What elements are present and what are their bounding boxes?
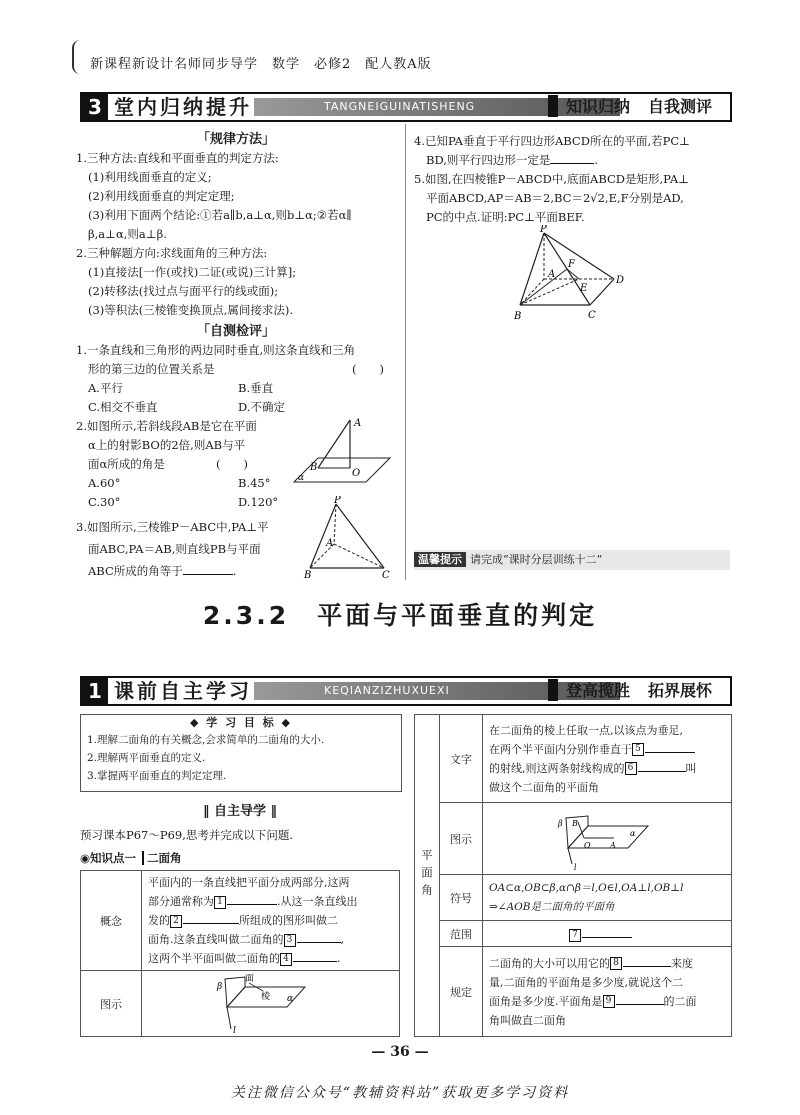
section-tag-2: 拓界展怀 (648, 681, 713, 700)
question-2-answer-paren: ( ) (216, 457, 248, 471)
tag-marker (548, 95, 558, 117)
answer-blank[interactable] (616, 992, 664, 1005)
section-title: 课前自主学习 (114, 679, 252, 703)
question-2-line1: 2.如图所示,若斜线段AB是它在平面 (76, 419, 257, 433)
page-header: 新课程新设计名师同步导学 数学 必修2 配人教A版 (90, 57, 432, 72)
kp-title: 二面角 (142, 851, 182, 865)
rule-line: 二面角的大小可以用它的 8 来度 (489, 954, 725, 973)
preview-instruction: 预习课本P67～P69,思考并完成以下问题. (80, 828, 294, 842)
label-F: F (568, 259, 575, 270)
kp-marker: ◉知识点一 (80, 851, 137, 865)
label-A: A (610, 840, 616, 850)
answer-blank[interactable] (183, 562, 233, 575)
question-2-line2: α上的射影BO的2倍,则AB与平 (88, 438, 246, 452)
label-C: C (588, 310, 596, 321)
figure-q5 (512, 225, 632, 321)
question-3-line3: ABC所成的角等于 . (88, 564, 237, 578)
label-A: A (326, 538, 334, 549)
footer-note: 关注微信公众号“教辅资料站”获取更多学习资料 (230, 1085, 570, 1101)
hint-bar (414, 550, 730, 570)
text-label: 文字 (440, 715, 483, 803)
section-bar-1 (80, 676, 732, 706)
answer-blank[interactable] (227, 892, 277, 905)
blank-number: 1 (214, 896, 226, 909)
method-2b: (2)转移法(找过点与面平行的线或面); (88, 284, 279, 298)
label-alpha: α (630, 828, 636, 838)
option-B[interactable]: B.垂直 (238, 381, 274, 395)
text-line: 做这个二面角的平面角 (489, 780, 599, 794)
label-B: B (514, 311, 522, 321)
rule-label: 规定 (440, 947, 483, 1037)
answer-blank[interactable] (293, 949, 337, 962)
half-plane-beta (225, 977, 245, 1007)
answer-blank[interactable] (183, 911, 239, 924)
plane-alpha (294, 458, 390, 482)
edge-CD (590, 279, 614, 305)
header-bracket (72, 40, 82, 74)
blank-number: 6 (625, 762, 637, 775)
dihedral-concept-table (80, 870, 400, 1037)
label-face: 面 (245, 973, 255, 984)
concept-content (142, 871, 400, 971)
question-4-text: BD,则平行四边形一定是 (426, 153, 551, 167)
answer-blank[interactable] (645, 740, 695, 753)
question-1-text: 形的第三边的位置关系是 (88, 362, 215, 376)
figure-q3 (300, 496, 394, 580)
label-l: l (574, 862, 577, 870)
edge-AB (520, 279, 544, 305)
method-1: 1.三种方法:直线和平面垂直的判定方法: (76, 151, 279, 165)
goal-item: 3.掌握两平面垂直的判定定理. (87, 770, 227, 782)
answer-blank[interactable] (582, 925, 632, 938)
figure-cell (483, 803, 732, 875)
column-divider (405, 124, 406, 580)
label-beta: β (217, 981, 223, 992)
label-B: B (572, 818, 578, 828)
text-line: 在二面角的棱上任取一点,以该点为垂足, (489, 723, 683, 737)
blank-number: 8 (610, 957, 622, 970)
figure-cell (142, 971, 400, 1037)
concept-line: 发的 2 所组成的图形叫做二 (148, 911, 393, 930)
concept-line: 面角.这条直线叫做二面角的 3 , (148, 930, 393, 949)
figure-q2 (282, 412, 394, 494)
half-plane-alpha (568, 826, 648, 848)
section-tag-1: 知识归纳 (566, 97, 631, 116)
range-content (483, 921, 732, 947)
method-1a: (1)利用线面垂直的定义; (88, 170, 212, 184)
symbol-label: 符号 (440, 875, 483, 921)
option-D[interactable]: D.不确定 (238, 400, 285, 414)
method-1d: β,a⊥α,则a⊥β. (88, 227, 167, 241)
edge-line-l (227, 1007, 231, 1029)
rule-content (483, 947, 732, 1037)
goals-heading: ◆ 学 习 目 标 ◆ (189, 716, 293, 729)
test-heading: 「自测检评」 (196, 324, 275, 339)
concept-line: 这两个半平面叫做二面角的 4 . (148, 949, 393, 968)
edge-line-l (568, 848, 572, 864)
plane-angle-label: 平面角 (415, 715, 440, 1037)
text-content (483, 715, 732, 803)
knowledge-point-label (80, 850, 182, 866)
question-4-line2: BD,则平行四边形一定是 . (426, 153, 599, 167)
plane-angle-table (414, 714, 732, 1037)
label-P: P (334, 496, 341, 506)
hint-label: 温馨提示 (414, 552, 466, 567)
label-B: B (310, 462, 318, 473)
label-alpha: α (287, 993, 294, 1004)
rule-line: 量,二面角的平面角是多少度,就说这个二 (489, 975, 683, 989)
symbol-line: OA⊂α,OB⊂β,α∩β＝l,O∈l,OA⊥l,OB⊥l (489, 881, 684, 894)
blank-number: 4 (280, 953, 292, 966)
label-l: l (233, 1025, 236, 1035)
concept-line: 部分通常称为 1 .从这一条直线出 (148, 892, 393, 911)
question-1-answer-paren: ( ) (352, 362, 384, 376)
goals-list (81, 731, 401, 785)
method-1b: (2)利用线面垂直的判定定理; (88, 189, 235, 203)
option-B[interactable]: B.45° (238, 476, 271, 490)
question-5-line1: 5.如图,在四棱锥P－ABCD中,底面ABCD是矩形,PA⊥ (414, 172, 689, 186)
page-number: — 36 — (371, 1044, 429, 1060)
answer-blank[interactable] (623, 954, 671, 967)
range-label: 范围 (440, 921, 483, 947)
label-D: D (616, 275, 625, 286)
tag-marker (548, 679, 558, 701)
label-P: P (540, 225, 547, 235)
option-C[interactable]: C.30° (88, 495, 121, 509)
option-A[interactable]: A.60° (88, 476, 121, 490)
answer-blank[interactable] (638, 759, 686, 772)
edge-PA (334, 504, 336, 544)
edge-PC (336, 504, 384, 568)
label-O: O (584, 840, 591, 850)
question-2-text: 面α所成的角是 (88, 457, 165, 471)
question-3-line1: 3.如图所示,三棱锥P－ABC中,PA⊥平 (76, 520, 269, 534)
option-C[interactable]: C.相交不垂直 (88, 400, 158, 414)
rule-line: 面角是多少度.平面角是 9 的二面 (489, 992, 725, 1011)
edge-PB (520, 233, 544, 305)
chapter-title: 2.3.2 平面与平面垂直的判定 (202, 601, 598, 630)
label-O: O (352, 468, 361, 479)
question-5-line3: PC的中点.证明:PC⊥平面BEF. (426, 210, 585, 224)
question-3-text: ABC所成的角等于 (88, 564, 183, 578)
section-pinyin: TANGNEIGUINATISHENG (254, 98, 620, 116)
learning-goals-box (80, 714, 402, 792)
question-4-line1: 4.已知PA垂直于平行四边形ABCD所在的平面,若PC⊥ (414, 134, 690, 148)
concept-line: 平面内的一条直线把平面分成两部分,这两 (148, 876, 350, 889)
dihedral-figure (205, 973, 325, 1035)
label-A: A (354, 418, 362, 429)
blank-number: 7 (569, 929, 581, 942)
hint-text: 请完成“课时分层训练十二” (470, 553, 603, 566)
question-3-line2: 面ABC,PA＝AB,则直线PB与平面 (88, 542, 261, 556)
option-D[interactable]: D.120° (238, 495, 279, 509)
question-1-line1: 1.一条直线和三角形的两边同时垂直,则这条直线和三角 (76, 343, 356, 357)
method-2a: (1)直接法[一作(或找)二证(或说)三计算]; (88, 265, 297, 279)
section-number: 1 (82, 678, 108, 704)
goal-item: 2.理解两平面垂直的定义. (87, 752, 206, 764)
segment-AB (318, 420, 350, 468)
label-alpha: α (298, 473, 305, 483)
section-bar-3 (80, 92, 732, 122)
question-5-line2: 平面ABCD,AP＝AB＝2,BC＝2√2,E,F分别是AD, (426, 191, 684, 205)
section-tag-2: 自我测评 (648, 97, 713, 116)
label-A: A (548, 269, 556, 280)
symbol-line: ⇒∠AOB是二面角的平面角 (489, 900, 615, 913)
text-line: 的射线,则这两条射线构成的 6 叫 (489, 759, 725, 778)
edge-PB (310, 504, 336, 568)
option-A[interactable]: A.平行 (88, 381, 123, 395)
symbol-content (483, 875, 732, 921)
answer-blank[interactable] (550, 151, 594, 164)
label-beta: β (558, 818, 563, 828)
edge-AC (334, 544, 384, 568)
blank-number: 9 (603, 995, 615, 1008)
blank-number: 5 (632, 743, 644, 756)
section-number: 3 (82, 94, 108, 120)
figure-label: 图示 (81, 971, 142, 1037)
rule-line: 角叫做直二面角 (489, 1013, 566, 1027)
method-1c: (3)利用下面两个结论:①若a∥b,a⊥α,则b⊥α;②若α∥ (88, 208, 352, 222)
section-tag-1: 登高揽胜 (566, 681, 631, 700)
self-study-heading: ‖ 自主导学 ‖ (202, 804, 278, 819)
method-2c: (3)等积法(三棱锥变换顶点,属间接求法). (88, 303, 294, 317)
label-B: B (304, 570, 312, 580)
answer-blank[interactable] (297, 930, 341, 943)
concept-label: 概念 (81, 871, 142, 971)
blank-number: 2 (170, 915, 182, 928)
figure-label: 图示 (440, 803, 483, 875)
section-pinyin: KEQIANZIZHUXUEXI (254, 682, 620, 700)
question-1-options-row1 (76, 379, 396, 398)
section-title: 堂内归纳提升 (114, 95, 252, 119)
text-line: 在两个半平面内分别作垂直于 5 (489, 740, 725, 759)
label-edge: 棱 (261, 991, 271, 1002)
label-C: C (382, 570, 390, 580)
method-2: 2.三种解题方向:求线面角的三种方法: (76, 246, 268, 260)
right-column (414, 132, 734, 227)
blank-number: 3 (284, 934, 296, 947)
goal-item: 1.理解二面角的有关概念,会求简单的二面角的大小. (87, 734, 325, 746)
plane-angle-figure (544, 808, 664, 870)
methods-heading: 「规律方法」 (196, 132, 275, 147)
question-1-line2 (76, 360, 396, 379)
label-E: E (580, 283, 588, 294)
